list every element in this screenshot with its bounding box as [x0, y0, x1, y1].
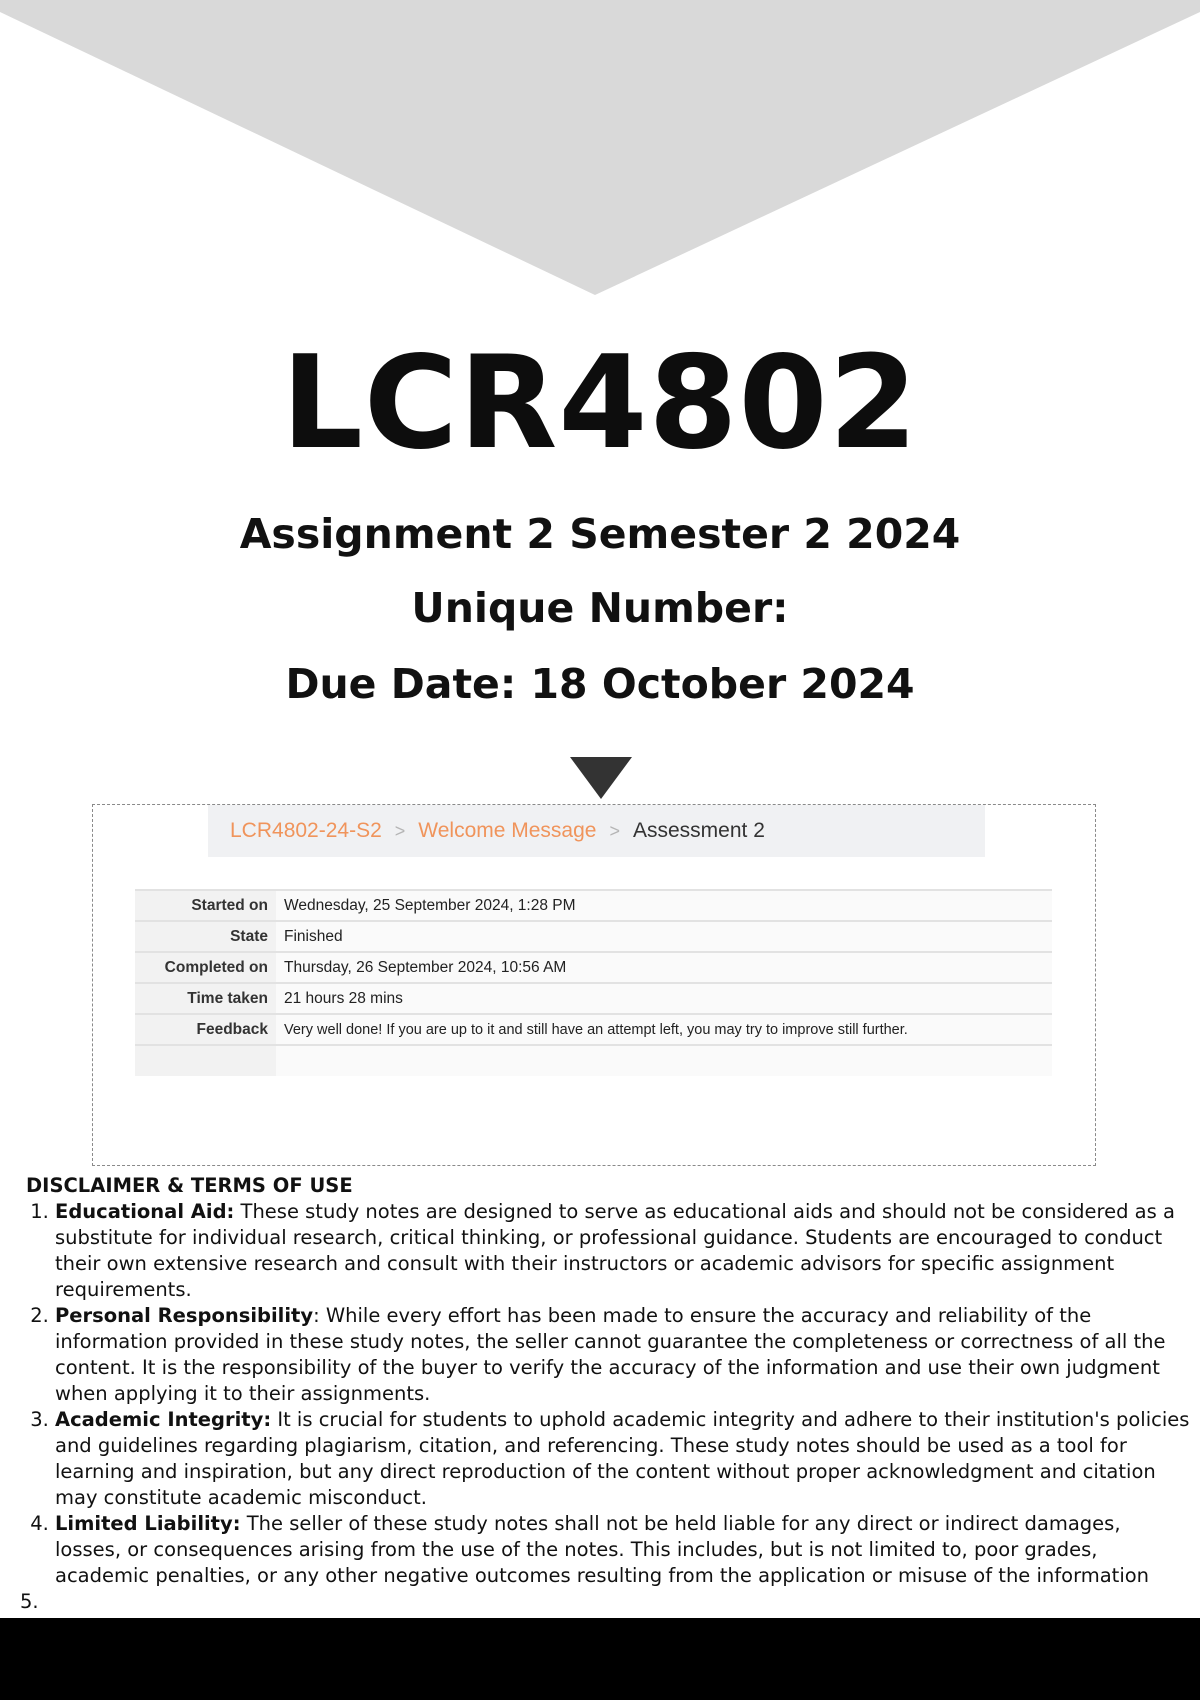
breadcrumb-course-link[interactable]: LCR4802-24-S2 — [230, 819, 382, 842]
disclaimer-title: DISCLAIMER & TERMS OF USE — [26, 1174, 353, 1197]
table-row — [135, 890, 1052, 921]
assignment-line: Assignment 2 Semester 2 2024 — [239, 510, 961, 558]
course-code-title: LCR4802 — [281, 329, 919, 478]
attempt-summary-table — [135, 889, 1052, 1076]
chevron-right-icon: > — [394, 820, 406, 841]
table-row — [135, 952, 1052, 983]
summary-label: Feedback — [135, 1014, 276, 1045]
summary-value: 21 hours 28 mins — [276, 983, 1052, 1014]
summary-value: Very well done! If you are up to it and still have an attempt left, you may try to improve still further. — [276, 1014, 1052, 1045]
summary-value: Finished — [276, 921, 1052, 952]
summary-value: Thursday, 26 September 2024, 10:56 AM — [276, 952, 1052, 983]
summary-label: Completed on — [135, 952, 276, 983]
summary-label: State — [135, 921, 276, 952]
item-term: Personal Responsibility — [55, 1304, 314, 1327]
trailing-list-number: 5. — [20, 1590, 39, 1613]
table-row — [135, 1014, 1052, 1045]
due-date-line: Due Date: 18 October 2024 — [285, 660, 915, 708]
item-term: Academic Integrity: — [55, 1408, 272, 1431]
list-item — [55, 1407, 1190, 1511]
disclaimer-section — [18, 1173, 1190, 1615]
breadcrumb — [208, 805, 985, 857]
footer-black-band — [0, 1618, 1200, 1700]
item-text: : While every effort has been made to ensure the accuracy and reliability of the information provided in these study notes, the seller cannot guarantee the completeness or correctness of all the content. It is the responsibility of the buyer to verify the accuracy of the information and use their own judgment when applying it to their assignments. — [55, 1304, 1166, 1405]
unique-number-line: Unique Number: — [411, 584, 789, 632]
summary-label-empty — [135, 1045, 276, 1076]
item-text: The seller of these study notes shall not be held liable for any direct or indirect damages, losses, or consequences arising from the use of the notes. This includes, but is not limited to, poor grades, academic penalties, or any other negative outcomes resulting from the application or misuse of the information — [55, 1512, 1150, 1587]
down-arrow-icon — [570, 757, 632, 799]
table-row — [135, 983, 1052, 1014]
list-item — [55, 1511, 1190, 1589]
breadcrumb-welcome-link[interactable]: Welcome Message — [418, 819, 597, 842]
summary-value-empty — [276, 1045, 1052, 1076]
item-term: Educational Aid: — [55, 1200, 235, 1223]
summary-label: Started on — [135, 890, 276, 921]
chevron-right-icon: > — [609, 820, 620, 841]
item-term: Limited Liability: — [55, 1512, 241, 1535]
item-text: These study notes are designed to serve as educational aids and should not be considered as a substitute for individual research, critical thinking, or professional guidance. Students are encouraged to conduct their own extensive research and consult with their instructors or academic advisors for specific assignment requirements. — [55, 1200, 1175, 1301]
breadcrumb-current: Assessment 2 — [632, 819, 765, 842]
item-text: It is crucial for students to uphold academic integrity and adhere to their institution's policies and guidelines regarding plagiarism, citation, and referencing. These study notes should be used as a tool for learning and inspiration, but any direct reproduction of the content without proper acknowledgment and citation may constitute academic misconduct. — [55, 1408, 1190, 1509]
table-row — [135, 921, 1052, 952]
list-item — [55, 1199, 1190, 1303]
disclaimer-list — [18, 1199, 1190, 1589]
header-chevron-banner — [0, 0, 1200, 300]
summary-value: Wednesday, 25 September 2024, 1:28 PM — [276, 890, 1052, 921]
list-item — [55, 1303, 1190, 1407]
table-row-empty — [135, 1045, 1052, 1076]
lms-screenshot-frame — [92, 804, 1096, 1166]
summary-label: Time taken — [135, 983, 276, 1014]
